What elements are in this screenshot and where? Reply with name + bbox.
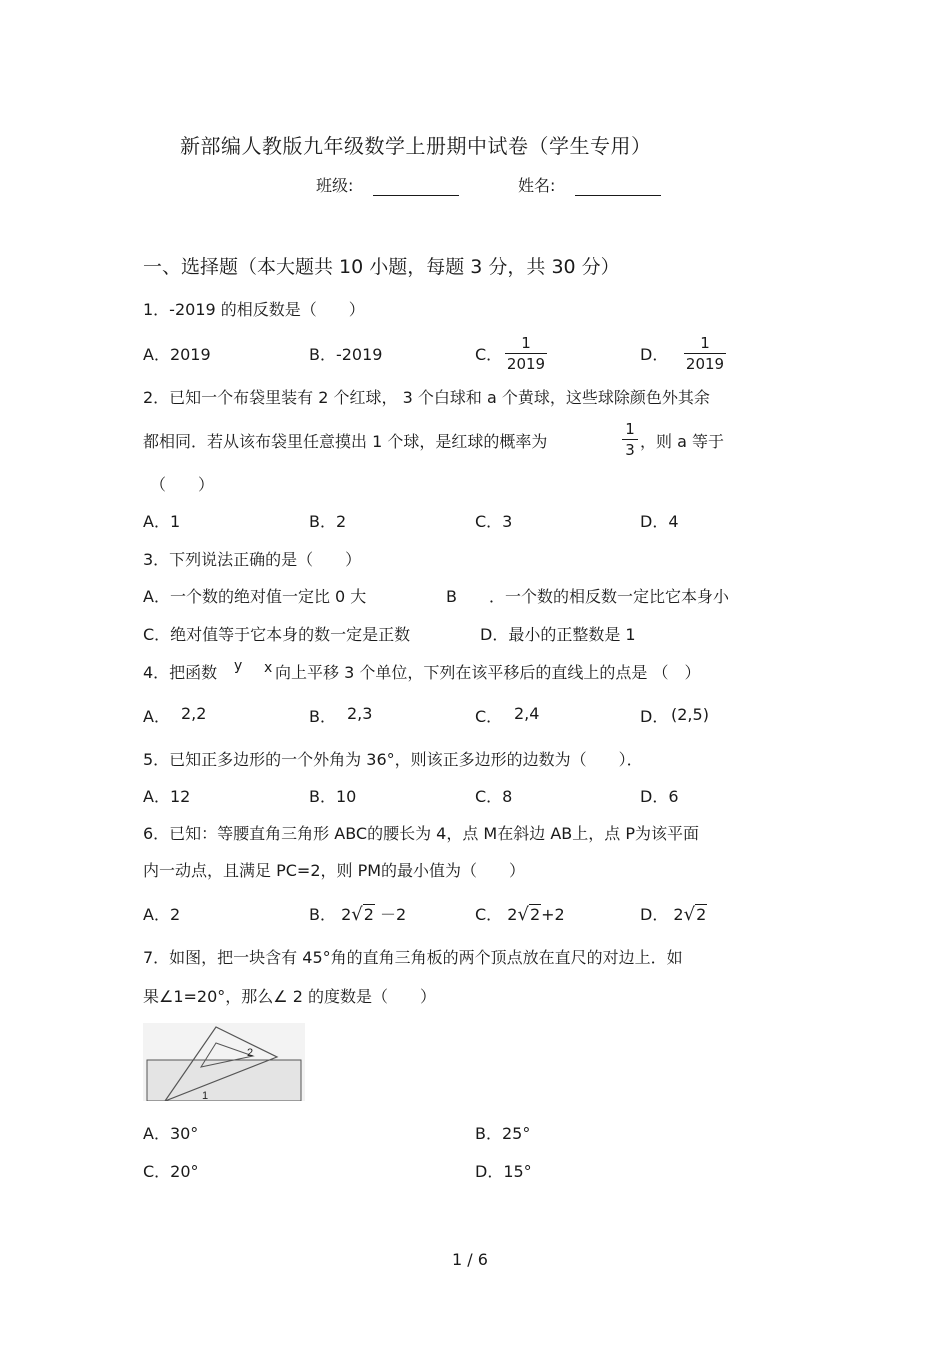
q7-option-a: A．30° <box>143 1124 199 1143</box>
class-blank <box>373 179 459 196</box>
fraction-bar <box>622 439 638 440</box>
q2-line-2a: 都相同．若从该布袋里任意摸出 1 个球，是红球的概率为 <box>143 432 548 451</box>
name-blank <box>575 179 661 196</box>
coefficient: 2 <box>673 905 684 924</box>
option-label: D． <box>640 905 669 924</box>
q2-line-1: 2．已知一个布袋里装有 2 个红球， 3 个白球和 a 个黄球，这些球除颜色外其余 <box>143 388 710 407</box>
q5-option-b: B．10 <box>309 787 357 806</box>
q3-option-a: A．一个数的绝对值一定比 0 大 <box>143 587 367 606</box>
q4-option-c-label: C． <box>475 707 503 726</box>
q7-option-b: B．25° <box>475 1124 531 1143</box>
q6-line-2: 内一动点，且满足 PC=2，则 PM的最小值为（ ） <box>143 861 526 880</box>
radicand: 2 <box>363 905 374 924</box>
q2-line-2b: ，则 a 等于 <box>640 432 724 451</box>
class-label: 班级: <box>316 176 354 195</box>
q4-var-x: x <box>264 660 273 676</box>
coefficient: 2 <box>341 905 352 924</box>
q7-figure-ruler-triangle <box>143 1023 305 1101</box>
q1-stem: 1．-2019 的相反数是（ ） <box>143 300 365 319</box>
q3-option-c: C．绝对值等于它本身的数一定是正数 <box>143 625 411 644</box>
sqrt-icon: √ <box>351 904 363 925</box>
q4-stem-b: 向上平移 3 个单位，下列在该平移后的直线上的点是 （ ） <box>275 663 701 682</box>
coefficient: 2 <box>507 905 518 924</box>
page-title: 新部编人教版九年级数学上册期中试卷（学生专用） <box>180 134 652 158</box>
fraction-bar <box>505 353 547 354</box>
q7-line-1: 7．如图，把一块含有 45°角的直角三角板的两个顶点放在直尺的对边上．如 <box>143 948 683 967</box>
ruler-shape <box>147 1060 301 1101</box>
q6-option-b <box>309 905 406 925</box>
q6-option-d <box>640 905 707 925</box>
radicand: 2 <box>696 905 707 924</box>
q3-option-b: B ．一个数的相反数一定比它本身小 <box>446 587 729 606</box>
q2-option-c: C．3 <box>475 512 513 531</box>
q2-line-3: （ ） <box>150 475 215 494</box>
q4-option-a: 2,2 <box>181 704 207 723</box>
q5-option-a: A．12 <box>143 787 191 806</box>
page-number: 1 / 6 <box>452 1250 488 1269</box>
suffix: －2 <box>380 905 407 924</box>
q1-option-b: B．-2019 <box>309 345 383 364</box>
q2-option-d: D．4 <box>640 512 679 531</box>
q3-stem: 3．下列说法正确的是（ ） <box>143 550 362 569</box>
fraction-denominator: 2019 <box>685 355 725 373</box>
section-heading: 一、选择题（本大题共 10 小题，每题 3 分，共 30 分） <box>143 256 620 278</box>
q4-option-c: 2,4 <box>514 704 540 723</box>
fraction-numerator: 1 <box>700 334 710 352</box>
q7-option-c: C．20° <box>143 1162 199 1181</box>
q7-line-2: 果∠1=20°，那么∠ 2 的度数是（ ） <box>143 987 436 1006</box>
name-field <box>518 176 661 196</box>
fraction-denominator: 3 <box>625 441 635 459</box>
fraction-numerator: 1 <box>521 334 531 352</box>
q4-option-b: 2,3 <box>347 704 373 723</box>
q6-option-a: A．2 <box>143 905 181 924</box>
q6-line-1: 6．已知：等腰直角三角形 ABC的腰长为 4，点 M在斜边 AB上，点 P为该平面 <box>143 824 699 843</box>
name-label: 姓名: <box>518 176 556 195</box>
q1-option-d-fraction <box>684 334 726 373</box>
angle-2-label: 2 <box>247 1047 254 1059</box>
q1-option-c-fraction <box>505 334 547 373</box>
q5-option-d: D．6 <box>640 787 679 806</box>
class-field <box>316 176 459 196</box>
fraction-numerator: 1 <box>625 420 635 438</box>
suffix: +2 <box>541 905 565 924</box>
radicand: 2 <box>529 905 541 924</box>
q4-stem-a: 4．把函数 <box>143 663 218 682</box>
q2-option-b: B．2 <box>309 512 347 531</box>
q4-option-d-label: D． <box>640 707 669 726</box>
q4-option-b-label: B． <box>309 707 336 726</box>
q1-option-c-label: C． <box>475 345 503 364</box>
q5-stem: 5．已知正多边形的一个外角为 36°，则该正多边形的边数为（ ）． <box>143 750 643 769</box>
q2-fraction <box>622 420 638 459</box>
angle-1-label: 1 <box>202 1090 209 1101</box>
q7-option-d: D．15° <box>475 1162 532 1181</box>
q3-option-d: D．最小的正整数是 1 <box>480 625 636 644</box>
sqrt-icon: √ <box>517 904 529 925</box>
fraction-bar <box>684 353 726 354</box>
option-label: B． <box>309 905 336 924</box>
q1-option-d-label: D． <box>640 345 669 364</box>
fraction-denominator: 2019 <box>506 355 546 373</box>
sqrt-icon: √ <box>683 904 696 925</box>
q4-option-d: (2,5) <box>671 705 709 724</box>
q1-option-a: A．2019 <box>143 345 211 364</box>
q2-option-a: A．1 <box>143 512 181 531</box>
q6-option-c <box>475 905 565 925</box>
option-label: C． <box>475 905 503 924</box>
q5-option-c: C．8 <box>475 787 513 806</box>
q4-option-a-label: A． <box>143 707 170 726</box>
q4-var-y: y <box>234 658 243 674</box>
